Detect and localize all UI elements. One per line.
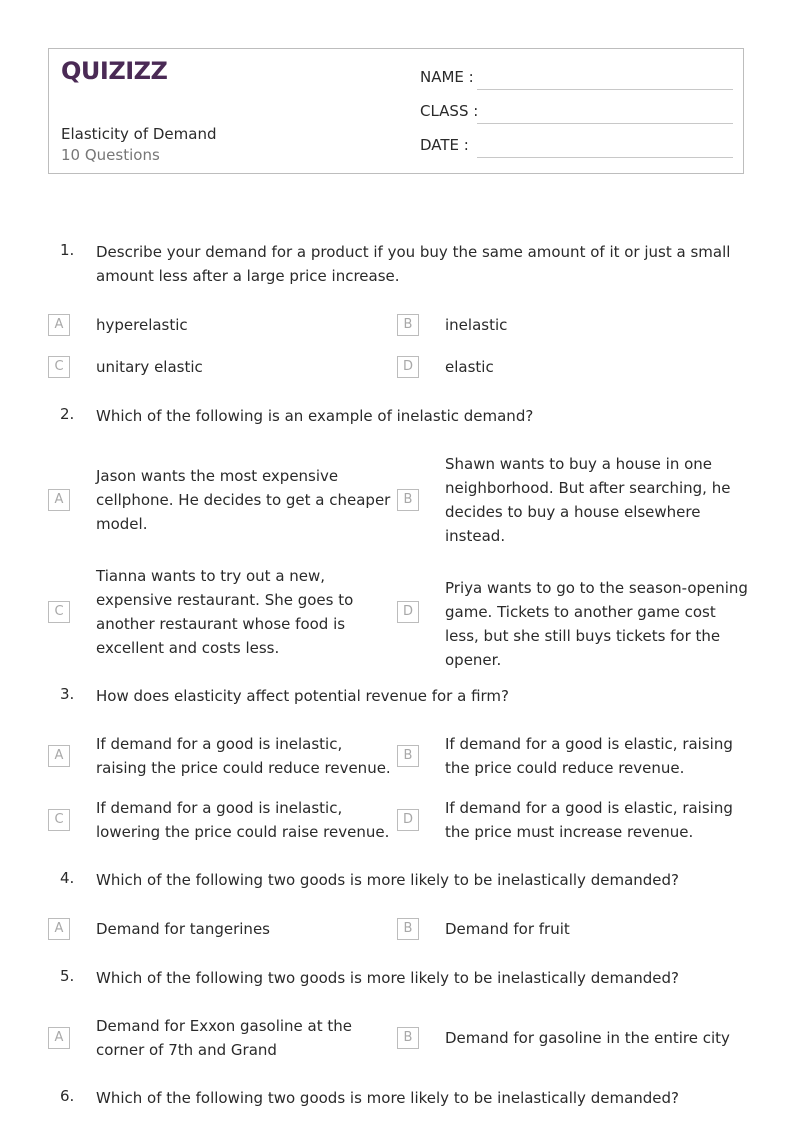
worksheet-title: Elasticity of Demand (61, 125, 217, 143)
option-box-b: B (397, 918, 419, 940)
question-text: How does elasticity affect potential revenue for a firm? (96, 687, 509, 705)
option-box-a: A (48, 745, 70, 767)
question-number: 4. (60, 869, 75, 887)
option-text: Demand for gasoline in the entire city (445, 1029, 730, 1047)
option-box-d: D (397, 601, 419, 623)
option-text: Demand for fruit (445, 920, 570, 938)
option-text: Demand for Exxon gasoline at the corner of 7th and Grand (96, 1017, 352, 1059)
option-text: inelastic (445, 316, 508, 334)
option-box-a: A (48, 1027, 70, 1049)
question-number: 5. (60, 967, 75, 985)
date-field-line (477, 157, 733, 158)
option-text: Shawn wants to buy a house in one neighborhood. But after searching, he decides to buy a house elsewhere instead. (445, 455, 731, 545)
question-text: Which of the following two goods is more likely to be inelastically demanded? (96, 969, 680, 987)
question-text: Which of the following two goods is more likely to be inelastically demanded? (96, 871, 680, 889)
option-text: elastic (445, 358, 494, 376)
question-text: Which of the following is an example of inelastic demand? (96, 407, 534, 425)
option-box-b: B (397, 314, 419, 336)
option-box-b: B (397, 489, 419, 511)
question-number: 6. (60, 1087, 75, 1105)
option-box-a: A (48, 489, 70, 511)
option-text: Jason wants the most expensive cellphone. He decides to get a cheaper model. (96, 467, 391, 533)
question-text: Which of the following two goods is more likely to be inelastically demanded? (96, 1089, 680, 1107)
class-label: CLASS : (420, 102, 479, 120)
option-box-a: A (48, 918, 70, 940)
option-text: If demand for a good is elastic, raising the price could reduce revenue. (445, 735, 733, 777)
date-label: DATE : (420, 136, 469, 154)
quizizz-logo: QUIZIZZ (61, 57, 168, 85)
option-text: hyperelastic (96, 316, 188, 334)
option-text: If demand for a good is inelastic, raising the price could reduce revenue. (96, 735, 391, 777)
question-count: 10 Questions (61, 146, 160, 164)
option-box-c: C (48, 809, 70, 831)
option-box-d: D (397, 356, 419, 378)
option-text: Priya wants to go to the season-opening game. Tickets to another game cost less, but she still buys tickets for the opener. (445, 579, 748, 669)
class-field-line (477, 123, 733, 124)
question-text: Describe your demand for a product if you buy the same amount of it or just a small amount less after a large price increase. (96, 243, 731, 285)
name-field-line (477, 89, 733, 90)
question-number: 3. (60, 685, 75, 703)
question-number: 2. (60, 405, 75, 423)
option-text: If demand for a good is inelastic, lowering the price could raise revenue. (96, 799, 390, 841)
question-number: 1. (60, 241, 75, 259)
option-box-c: C (48, 356, 70, 378)
option-text: unitary elastic (96, 358, 203, 376)
worksheet-header (48, 48, 744, 174)
name-label: NAME : (420, 68, 474, 86)
option-box-a: A (48, 314, 70, 336)
option-text: Demand for tangerines (96, 920, 270, 938)
option-text: Tianna wants to try out a new, expensive restaurant. She goes to another restaurant whose food is excellent and costs less. (96, 567, 354, 657)
option-box-c: C (48, 601, 70, 623)
option-box-d: D (397, 809, 419, 831)
option-text: If demand for a good is elastic, raising the price must increase revenue. (445, 799, 733, 841)
option-box-b: B (397, 1027, 419, 1049)
option-box-b: B (397, 745, 419, 767)
